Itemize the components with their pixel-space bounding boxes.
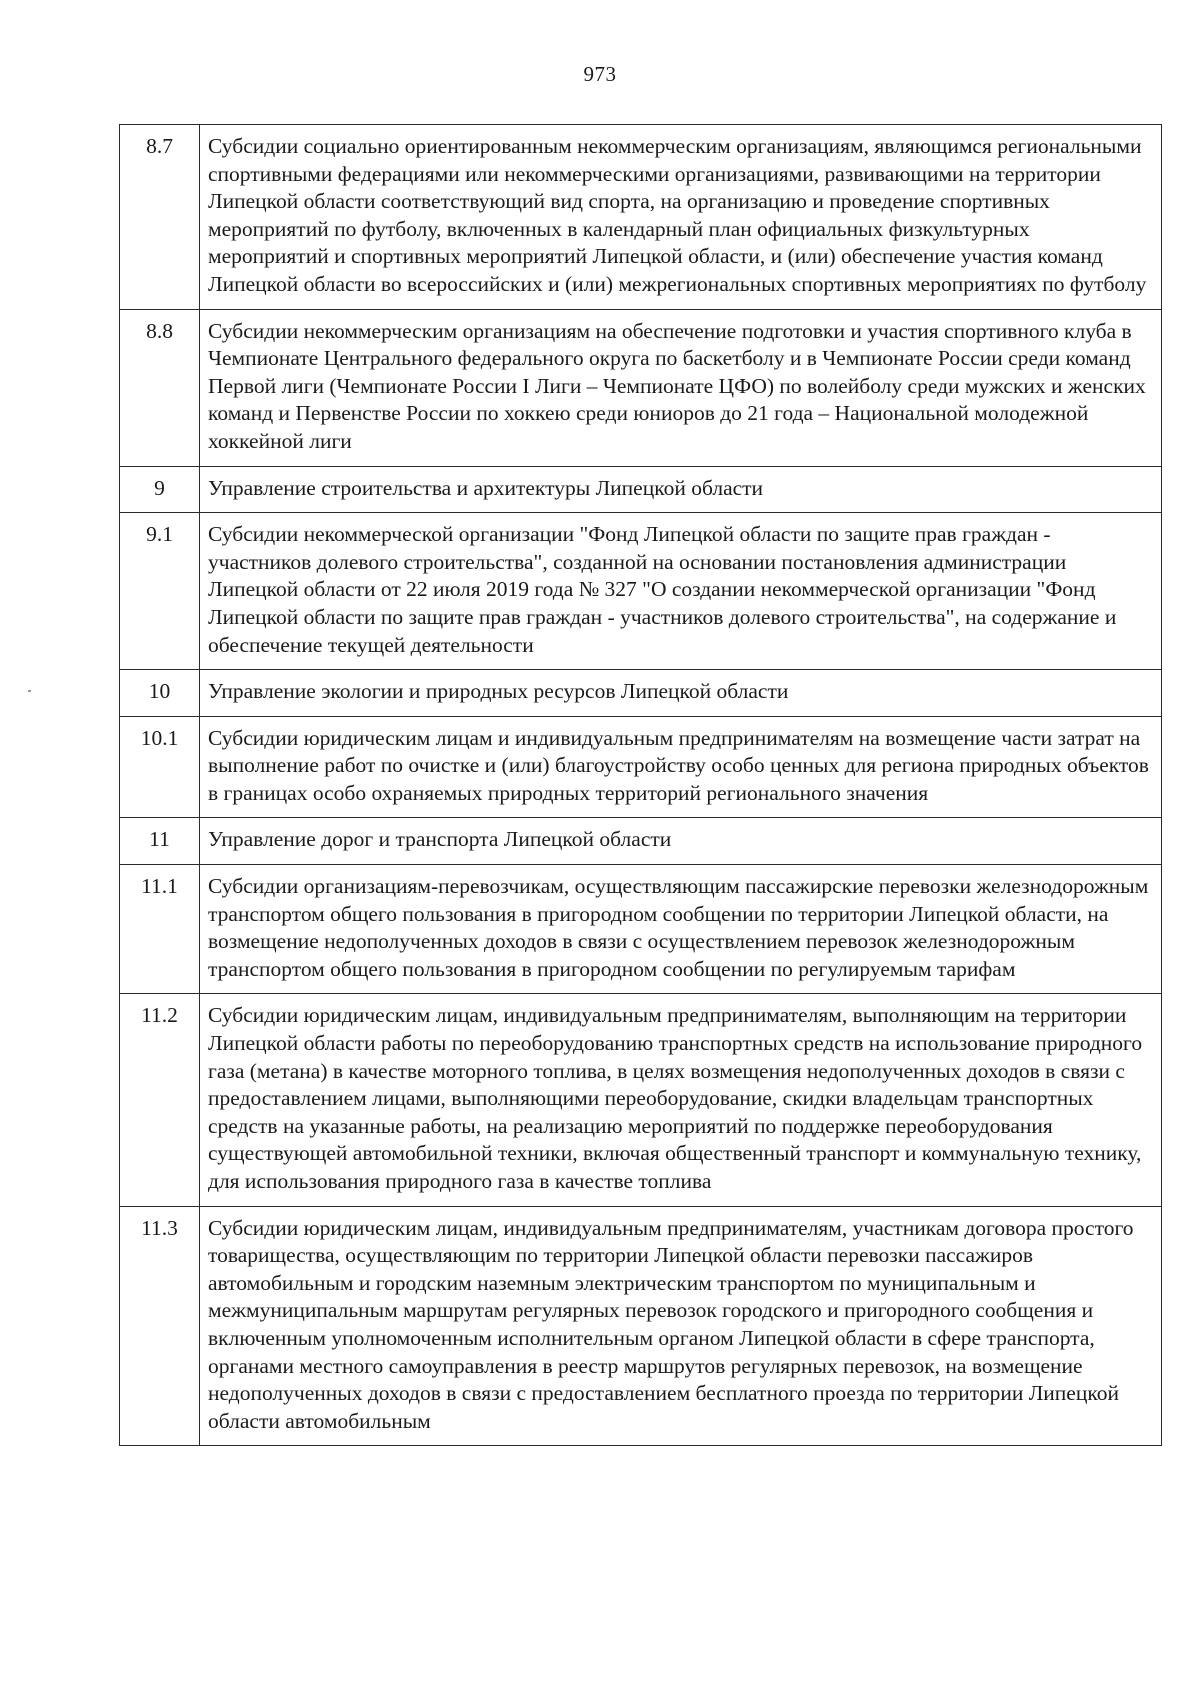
row-number: 11.1 xyxy=(120,865,200,994)
row-number: 8.7 xyxy=(120,125,200,310)
row-number: 11 xyxy=(120,818,200,865)
table-row xyxy=(120,716,1162,818)
row-text: Управление дорог и транспорта Липецкой области xyxy=(200,818,1162,865)
row-number: 9.1 xyxy=(120,513,200,670)
table-row xyxy=(120,1206,1162,1446)
table-row xyxy=(120,466,1162,513)
table-row xyxy=(120,513,1162,670)
row-text: Субсидии социально ориентированным некоммерческим организациям, являющимся региональными спортивными федерациями или некоммерческими организациями, развивающими на территории Липецкой области соответствующий вид спорта, на организацию и проведение спортивных мероприятий по футболу, включенных в календарный план официальных физкультурных мероприятий и спортивных мероприятий Липецкой области, и (или) обеспечение участия команд Липецкой области во всероссийских и (или) межрегиональных спортивных мероприятиях по футболу xyxy=(200,125,1162,310)
table-row xyxy=(120,670,1162,717)
table-row xyxy=(120,865,1162,994)
row-number: 11.2 xyxy=(120,994,200,1206)
row-text: Субсидии юридическим лицам, индивидуальным предпринимателям, участникам договора простого товарищества, осуществляющим по территории Липецкой области перевозки пассажиров автомобильным и городским наземным электрическим транспортом по муниципальным и межмуниципальным маршрутам регулярных перевозок городского и пригородного сообщения и включенным уполномоченным исполнительным органом Липецкой области в сфере транспорта, органами местного самоуправления в реестр маршрутов регулярных перевозок, на возмещение недополученных доходов в связи с предоставлением бесплатного проезда по территории Липецкой области автомобильным xyxy=(200,1206,1162,1446)
row-number: 10.1 xyxy=(120,716,200,818)
row-number: 8.8 xyxy=(120,309,200,466)
row-text: Управление экологии и природных ресурсов Липецкой области xyxy=(200,670,1162,717)
row-number: 11.3 xyxy=(120,1206,200,1446)
page-number: 973 xyxy=(583,62,617,86)
table-row xyxy=(120,994,1162,1206)
row-number: 9 xyxy=(120,466,200,513)
row-text: Субсидии некоммерческой организации "Фонд Липецкой области по защите прав граждан - участников долевого строительства", созданной на основании постановления администрации Липецкой области от 22 июля 2019 года № 327 "О создании некоммерческой организации "Фонд Липецкой области по защите прав граждан - участников долевого строительства", на содержание и обеспечение текущей деятельности xyxy=(200,513,1162,670)
row-text: Управление строительства и архитектуры Липецкой области xyxy=(200,466,1162,513)
table-row xyxy=(120,309,1162,466)
scan-speck xyxy=(28,690,31,692)
row-text: Субсидии организациям-перевозчикам, осуществляющим пассажирские перевозки железнодорожным транспортом общего пользования в пригородном сообщении по территории Липецкой области, на возмещение недополученных доходов в связи с осуществлением перевозок железнодорожным транспортом общего пользования в пригородном сообщении по регулируемым тарифам xyxy=(200,865,1162,994)
row-text: Субсидии юридическим лицам, индивидуальным предпринимателям, выполняющим на территории Липецкой области работы по переоборудованию транспортных средств на использование природного газа (метана) в качестве моторного топлива, в целях возмещения недополученных доходов в связи с предоставлением лицами, выполняющими переоборудование, скидки владельцам транспортных средств на указанные работы, на реализацию мероприятий по поддержке переоборудования существующей автомобильной техники, включая общественный транспорт и коммунальную технику, для использования природного газа в качестве топлива xyxy=(200,994,1162,1206)
row-text: Субсидии юридическим лицам и индивидуальным предпринимателям на возмещение части затрат на выполнение работ по очистке и (или) благоустройству особо ценных для региона природных объектов в границах особо охраняемых природных территорий регионального значения xyxy=(200,716,1162,818)
row-text: Субсидии некоммерческим организациям на обеспечение подготовки и участия спортивного клуба в Чемпионате Центрального федерального округа по баскетболу и в Чемпионате России среди команд Первой лиги (Чемпионате России I Лиги – Чемпионате ЦФО) по волейболу среди мужских и женских команд и Первенстве России по хоккею среди юниоров до 21 года – Национальной молодежной хоккейной лиги xyxy=(200,309,1162,466)
table-row xyxy=(120,125,1162,310)
row-number: 10 xyxy=(120,670,200,717)
table-row xyxy=(120,818,1162,865)
subsidy-table xyxy=(119,124,1162,1446)
